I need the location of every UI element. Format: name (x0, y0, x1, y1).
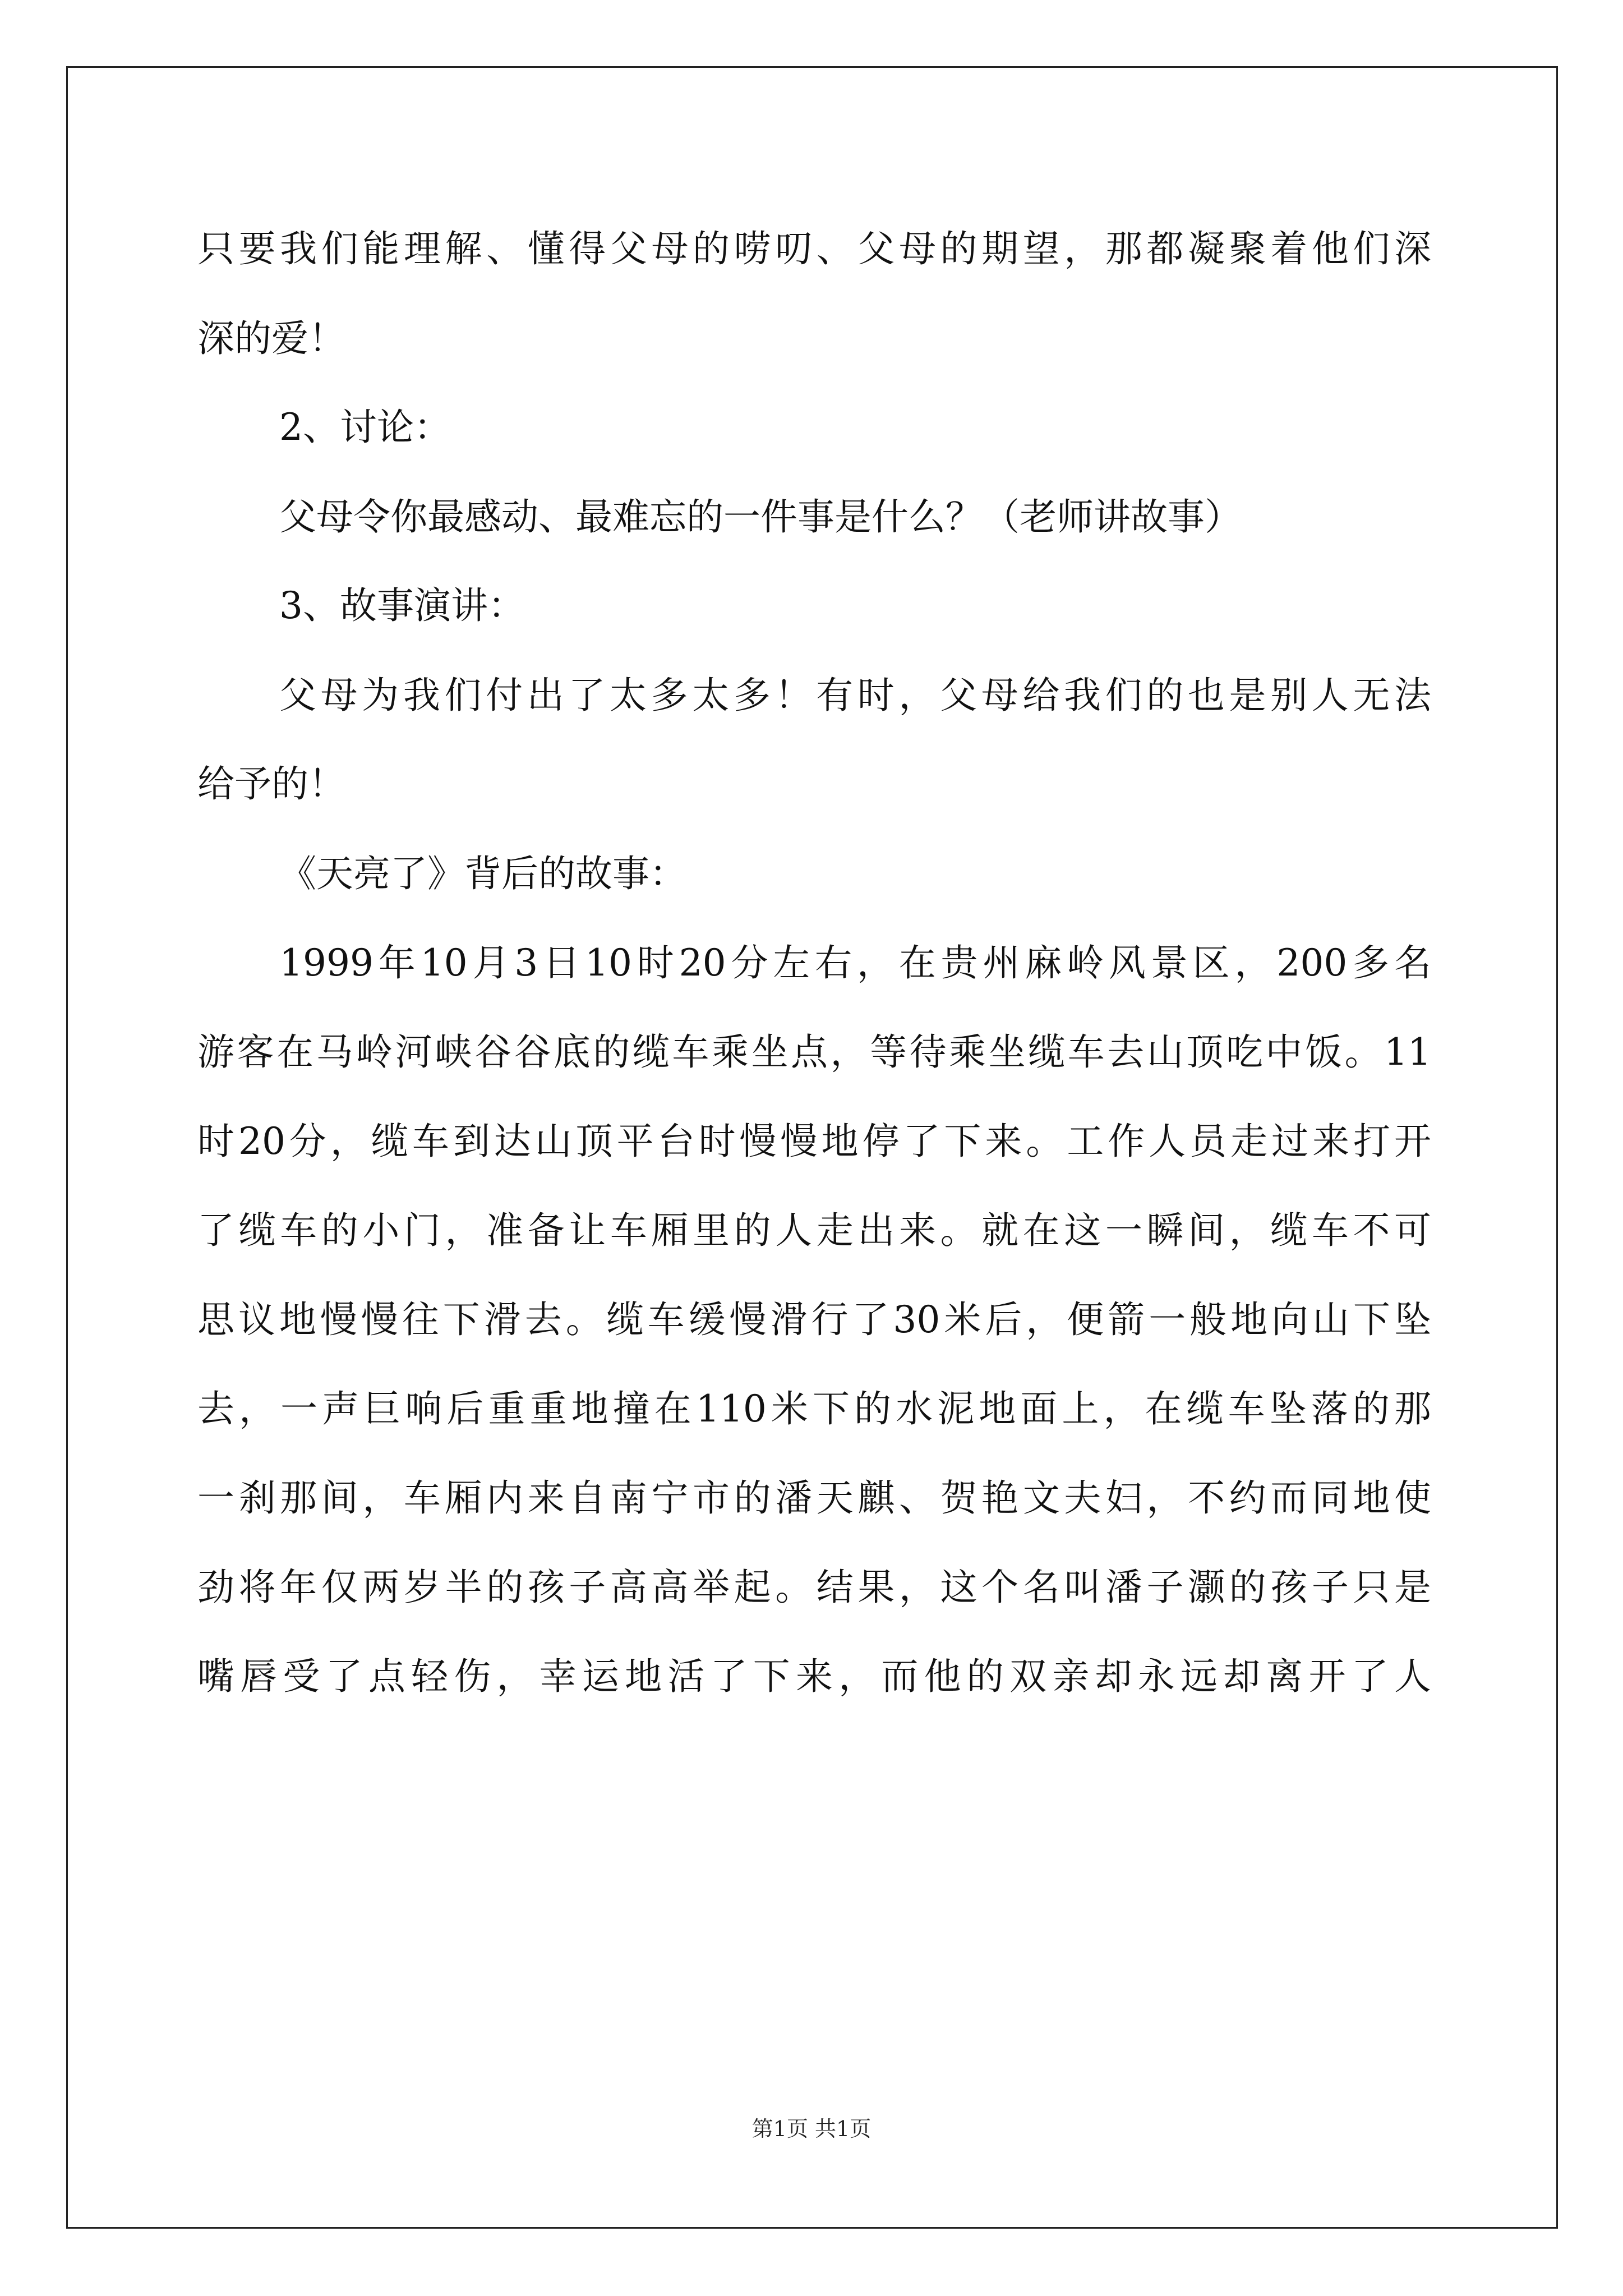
paragraph-line: 时20分，缆车到达山顶平台时慢慢地停了下来。工作人员走过来打开 (197, 1120, 1431, 1163)
paragraph-line: 嘴唇受了点轻伤，幸运地活了下来，而他的双亲却永远却离开了人 (197, 1655, 1431, 1698)
paragraph-line: 劲将年仅两岁半的孩子高高举起。结果，这个名叫潘子灏的孩子只是 (197, 1566, 1431, 1609)
paragraph-line: 深的爱！ (197, 317, 345, 360)
paragraph-line: 父母令你最感动、最难忘的一件事是什么？（老师讲故事） (279, 495, 1242, 539)
paragraph-line: 思议地慢慢往下滑去。缆车缓慢滑行了30米后，便箭一般地向山下坠 (197, 1298, 1431, 1341)
story-title: 《天亮了》背后的故事： (279, 852, 686, 895)
paragraph-line: 一刹那间，车厢内来自南宁市的潘天麒、贺艳文夫妇，不约而同地使 (197, 1476, 1431, 1520)
paragraph-line: 只要我们能理解、懂得父母的唠叨、父母的期望，那都凝聚着他们深 (197, 227, 1431, 270)
section-heading: 2、讨论： (279, 406, 451, 449)
section-heading: 3、故事演讲： (279, 584, 525, 627)
paragraph-line: 了缆车的小门，准备让车厢里的人走出来。就在这一瞬间，缆车不可 (197, 1209, 1431, 1252)
paragraph-line: 去，一声巨响后重重地撞在110米下的水泥地面上，在缆车坠落的那 (197, 1387, 1431, 1430)
paragraph-line: 游客在马岭河峡谷谷底的缆车乘坐点，等待乘坐缆车去山顶吃中饭。11 (197, 1030, 1431, 1074)
paragraph-line: 父母为我们付出了太多太多！有时，父母给我们的也是别人无法 (279, 674, 1431, 717)
page-footer: 第1页 共1页 (751, 2116, 872, 2141)
paragraph-line: 1999年10月3日10时20分左右，在贵州麻岭风景区，200多名 (279, 941, 1431, 984)
paragraph-line: 给予的！ (197, 762, 345, 806)
